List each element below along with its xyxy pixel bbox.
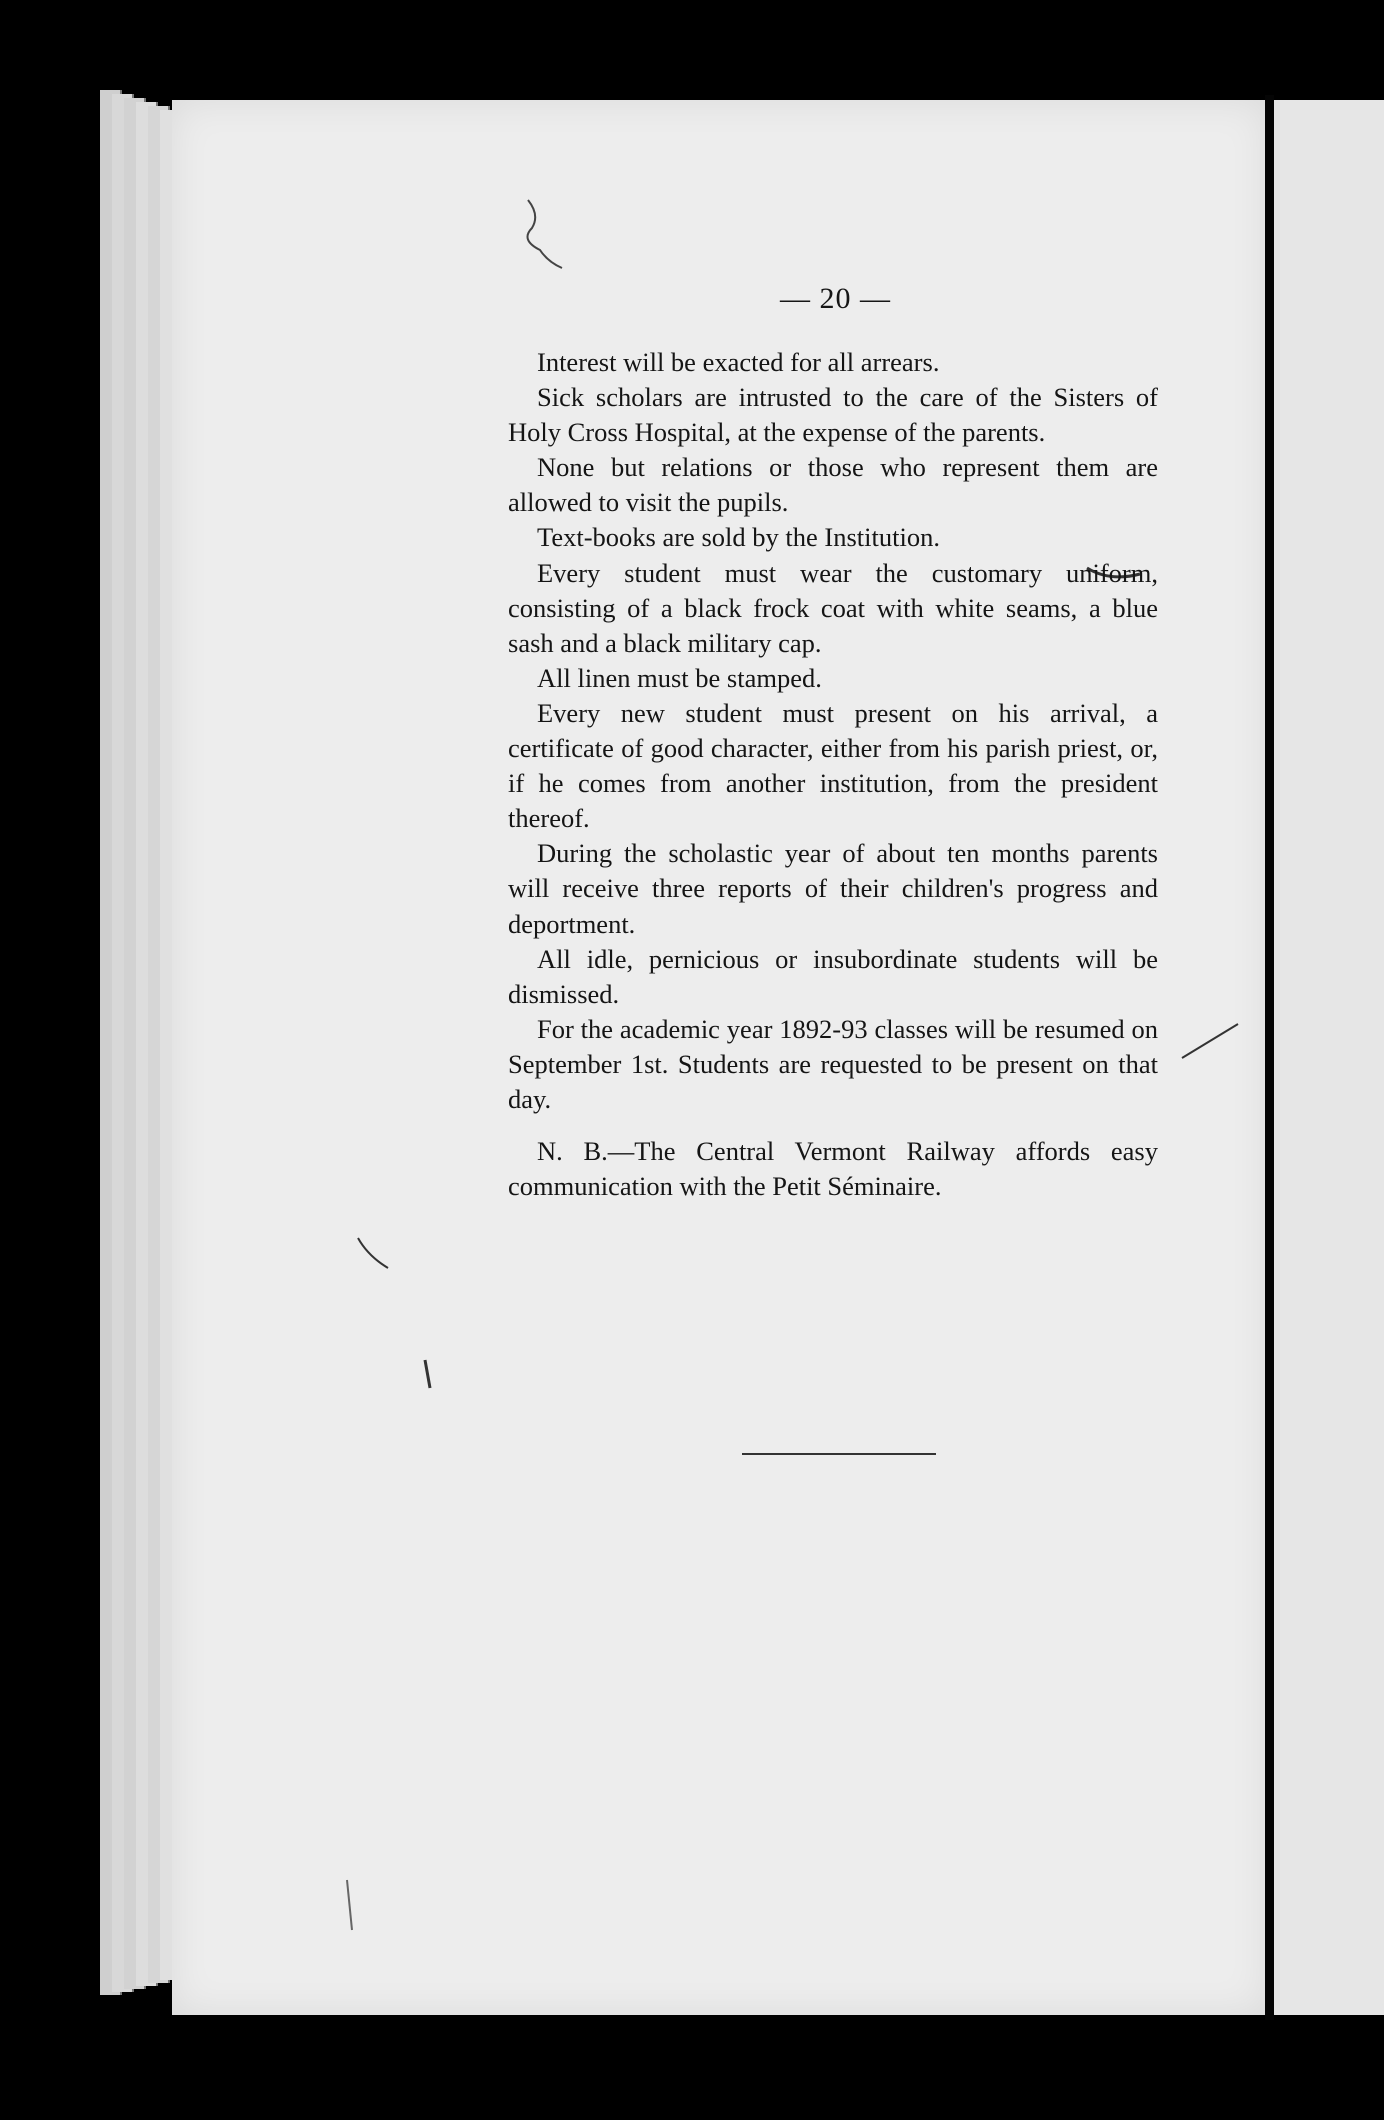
paragraph: All linen must be stamped.: [537, 662, 822, 693]
paragraph: All idle, pernicious or insubordinate students will be dismissed.: [508, 943, 1158, 1009]
paragraph: Interest will be exacted for all arrears.: [537, 347, 940, 377]
page-number: — 20 —: [780, 282, 891, 315]
paragraph: Every new student must present on his arrival, a certificate of good character, either from his parish priest, or, if he comes from another institution, from the president thereof.: [508, 697, 1158, 834]
end-rule: [742, 1453, 936, 1455]
paragraph: Every student must wear the customary uniform, consisting of a black frock coat with white seams, a blue sash and a black military cap.: [508, 557, 1158, 658]
body-text: [508, 345, 1158, 1204]
paragraph: Sick scholars are intrusted to the care of the Sisters of Holy Cross Hospital, at the expense of the parents.: [508, 382, 1158, 448]
note-paragraph: N. B.—The Central Vermont Railway affords easy communication with the Petit Séminaire.: [508, 1136, 1158, 1202]
paragraph: None but relations or those who represent them are allowed to visit the pupils.: [508, 452, 1158, 518]
paragraph: Text-books are sold by the Institution.: [537, 522, 940, 553]
paragraph: During the scholastic year of about ten months parents will receive three reports of their children's progress and deportment.: [508, 838, 1158, 939]
paragraph: For the academic year 1892-93 classes will be resumed on September 1st. Students are requested to be present on that day.: [508, 1013, 1158, 1114]
